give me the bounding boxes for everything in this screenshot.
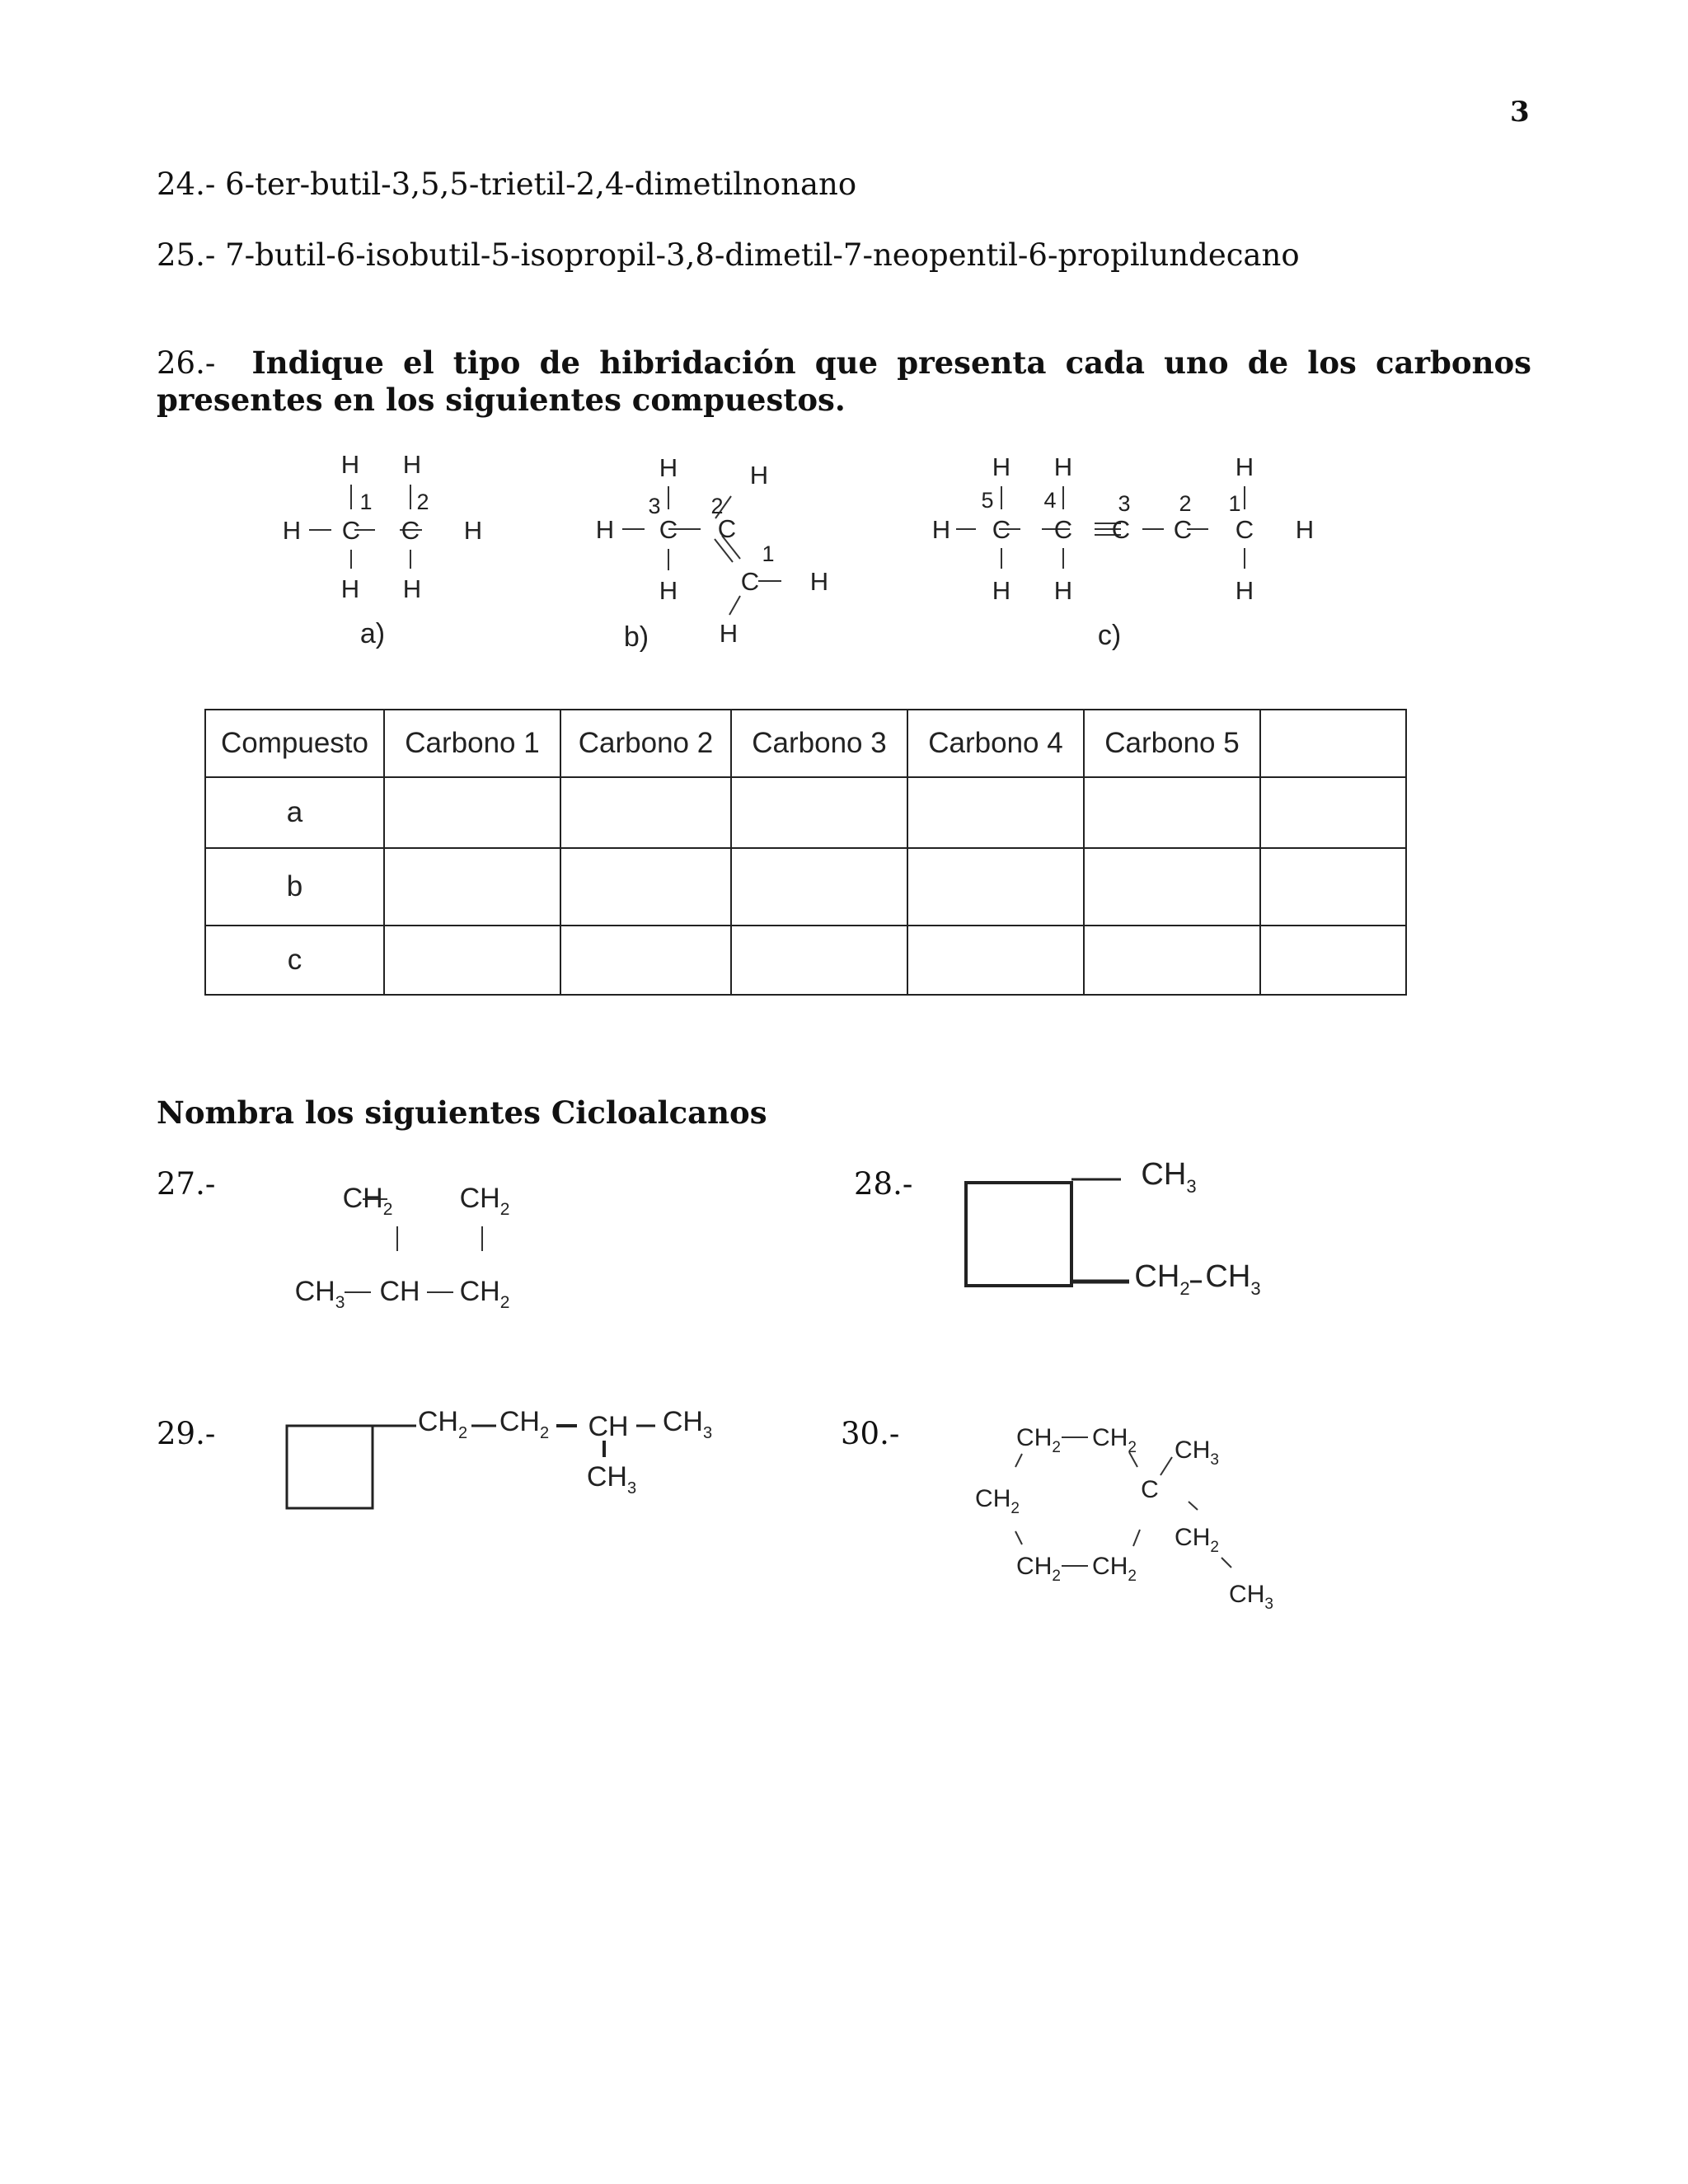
table-header-row <box>205 710 1406 777</box>
structure-a <box>272 445 519 659</box>
carbon-number: 2 <box>1179 491 1192 516</box>
group-label: CH <box>588 1411 629 1442</box>
table-cell[interactable] <box>1084 848 1260 926</box>
table-cell[interactable] <box>907 848 1084 926</box>
table-cell[interactable] <box>384 777 560 848</box>
table-row <box>205 848 1406 926</box>
carbon-number: 1 <box>1228 491 1241 516</box>
question-26 <box>157 344 1531 419</box>
atom-label: H <box>282 516 302 545</box>
exercise-25 <box>157 237 1300 273</box>
atom-label: C <box>1053 515 1073 544</box>
structure-29 <box>280 1401 742 1516</box>
atom-label: H <box>1053 576 1073 605</box>
atom-label: H <box>340 450 360 479</box>
exercise-27-number: 27.- <box>157 1166 216 1202</box>
structure-caption: b) <box>623 621 649 653</box>
table-cell[interactable] <box>731 926 907 995</box>
group-label: $CH_2$ <box>1134 1259 1190 1299</box>
group-label: $CH_2$ <box>975 1485 1020 1517</box>
group-label: $CH_3$ <box>1141 1157 1197 1197</box>
group-label: $CH_2$ <box>342 1183 393 1219</box>
table-cell[interactable] <box>1084 777 1260 848</box>
atom-label: H <box>402 574 422 603</box>
group-label: $CH_2$ <box>459 1276 510 1312</box>
question-number: 26.- <box>157 345 216 381</box>
group-label: $CH_3$ <box>662 1406 713 1442</box>
table-cell[interactable] <box>384 848 560 926</box>
atom-label: H <box>340 574 360 603</box>
structure-caption: c) <box>1097 620 1122 651</box>
group-label: $CH_3$ <box>1205 1259 1261 1299</box>
atom-label: H <box>719 619 738 648</box>
table-cell[interactable] <box>1260 926 1406 995</box>
table-cell: b <box>205 848 384 926</box>
atom-label: H <box>992 576 1011 605</box>
table-cell[interactable] <box>1260 777 1406 848</box>
group-label: C <box>1141 1476 1159 1503</box>
structure-30 <box>964 1409 1294 1624</box>
atom-label: H <box>749 461 769 490</box>
atom-label: H <box>659 453 678 482</box>
table-cell[interactable] <box>731 777 907 848</box>
table-cell[interactable] <box>1260 848 1406 926</box>
table-cell[interactable] <box>560 777 731 848</box>
structure-b <box>585 445 849 659</box>
exercise-29-number: 29.- <box>157 1416 216 1451</box>
structure-28 <box>956 1150 1286 1315</box>
atom-label: H <box>402 450 422 479</box>
atom-label: C <box>659 515 678 544</box>
group-label: $CH_3$ <box>586 1461 637 1497</box>
table-header-cell: Carbono 2 <box>560 710 731 777</box>
atom-label: C <box>740 567 760 596</box>
page-number: 3 <box>1510 96 1530 129</box>
table-cell[interactable] <box>907 926 1084 995</box>
section-title: Nombra los siguientes Cicloalcanos <box>157 1094 767 1131</box>
exercise-text: 7-butil-6-isobutil-5-isopropil-3,8-dimetil-7-neopentil-6-propilundecano <box>225 237 1300 273</box>
group-label: $CH_3$ <box>1175 1436 1219 1469</box>
carbon-number: 4 <box>1043 488 1057 513</box>
group-label: $CH_3$ <box>294 1276 345 1312</box>
structure-c <box>923 445 1335 659</box>
group-label: $CH_3$ <box>1229 1581 1273 1613</box>
carbon-number: 2 <box>416 490 429 514</box>
atom-label: C <box>341 516 361 545</box>
atom-label: C <box>1235 515 1254 544</box>
table-header-cell: Carbono 4 <box>907 710 1084 777</box>
table-header-cell <box>1260 710 1406 777</box>
atom-label: H <box>1235 576 1254 605</box>
structure-27 <box>280 1170 544 1315</box>
table-cell[interactable] <box>384 926 560 995</box>
group-label: CH <box>379 1276 420 1307</box>
carbon-number: 3 <box>648 494 661 518</box>
carbon-number: 5 <box>981 488 994 513</box>
table-cell[interactable] <box>560 926 731 995</box>
group-label: $CH_2$ <box>1016 1424 1061 1456</box>
atom-label: H <box>659 576 678 605</box>
atom-label: H <box>992 452 1011 481</box>
exercise-30-number: 30.- <box>841 1416 900 1451</box>
atom-label: C <box>1173 515 1193 544</box>
atom-label: C <box>717 514 737 543</box>
table-header-cell: Compuesto <box>205 710 384 777</box>
group-label: $CH_2$ <box>499 1406 550 1442</box>
atom-label: C <box>992 515 1011 544</box>
atom-label: H <box>931 515 951 544</box>
atom-label: H <box>1053 452 1073 481</box>
carbon-number: 1 <box>762 541 775 566</box>
table-cell: c <box>205 926 384 995</box>
exercise-text: 6-ter-butil-3,5,5-trietil-2,4-dimetilnonano <box>225 166 857 202</box>
table-cell[interactable] <box>1084 926 1260 995</box>
atom-label: H <box>463 516 483 545</box>
group-label: $CH_2$ <box>1175 1524 1219 1556</box>
table-header-cell: Carbono 5 <box>1084 710 1260 777</box>
table-cell: a <box>205 777 384 848</box>
atom-label: H <box>1235 452 1254 481</box>
atom-label: C <box>401 516 420 545</box>
carbon-number: 3 <box>1118 491 1131 516</box>
table-header-cell: Carbono 1 <box>384 710 560 777</box>
hybridization-table <box>204 709 1407 996</box>
table-row <box>205 777 1406 848</box>
group-label: $CH_2$ <box>1092 1424 1137 1456</box>
table-cell[interactable] <box>907 777 1084 848</box>
question-text: Indique el tipo de hibridación que presenta cada uno de los carbonos presentes en los siguientes compuestos. <box>157 344 1531 418</box>
table-row <box>205 926 1406 995</box>
group-label: $CH_2$ <box>1092 1553 1137 1585</box>
carbon-number: 2 <box>710 494 724 518</box>
exercise-number: 24.- <box>157 166 216 202</box>
exercise-24 <box>157 166 856 202</box>
atom-label: H <box>595 515 615 544</box>
structure-caption: a) <box>359 618 386 649</box>
group-label: $CH_2$ <box>459 1183 510 1219</box>
table-cell[interactable] <box>560 848 731 926</box>
table-header-cell: Carbono 3 <box>731 710 907 777</box>
atom-label: H <box>1295 515 1315 544</box>
exercise-number: 25.- <box>157 237 216 273</box>
table-cell[interactable] <box>731 848 907 926</box>
group-label: $CH_2$ <box>417 1406 468 1442</box>
group-label: $CH_2$ <box>1016 1553 1061 1585</box>
atom-label: C <box>1111 515 1131 544</box>
atom-label: H <box>809 567 829 596</box>
carbon-number: 1 <box>359 490 373 514</box>
exercise-28-number: 28.- <box>854 1166 913 1202</box>
